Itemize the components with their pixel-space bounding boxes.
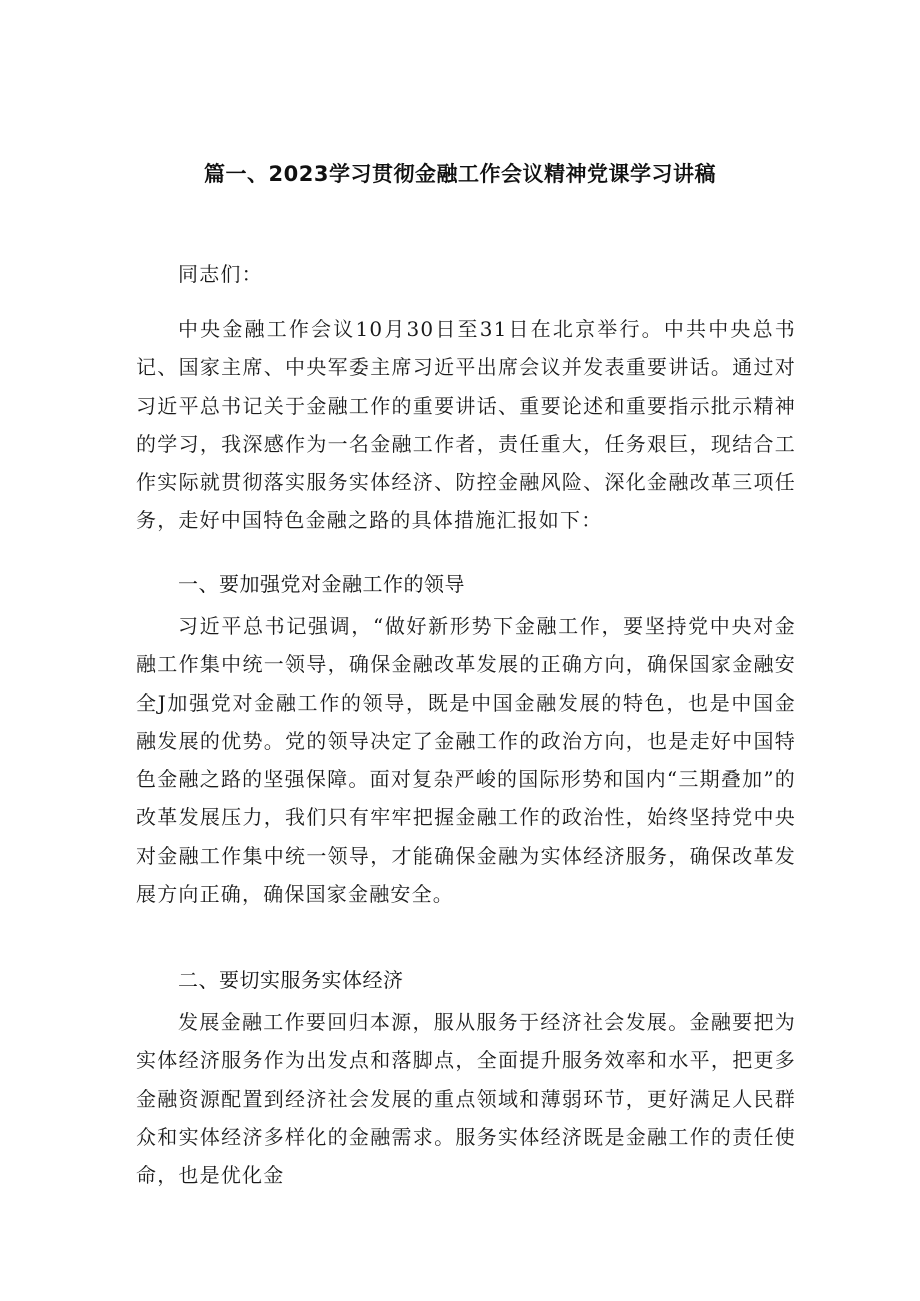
section-2-paragraph: 发展金融工作要回归本源，服从服务于经济社会发展。金融要把为实体经济服务作为出发点和落脚点，全面提升服务效率和水平，把更多金融资源配置到经济社会发展的重点领域和薄弱环节，更好满足人民群众和实体经济多样化的金融需求。服务实体经济既是金融工作的责任使命，也是优化金 <box>136 1010 796 1188</box>
document-title: 篇一、2023学习贯彻金融工作会议精神党课学习讲稿 <box>204 162 716 186</box>
section-1-paragraph: 习近平总书记强调，“做好新形势下金融工作，要坚持党中央对金融工作集中统一领导，确保金融改革发展的正确方向，确保国家金融安全J加强党对金融工作的领导，既是中国金融发展的特色，也是中国金融发展的优势。党的领导决定了金融工作的政治方向，也是走好中国特色金融之路的坚强保障。面对复杂严峻的国际形势和国内“三期叠加”的改革发展压力，我们只有牢牢把握金融工作的政治性，始终坚持党中央对金融工作集中统一领导，才能确保金融为实体经济服务，确保改革发展方向正确，确保国家金融安全。 <box>136 614 796 907</box>
section-heading-1: 一、要加强党对金融工作的领导 <box>178 572 465 596</box>
salutation: 同志们： <box>178 262 263 286</box>
section-heading-2: 二、要切实服务实体经济 <box>178 968 404 992</box>
intro-paragraph: 中央金融工作会议10月30日至31日在北京举行。中共中央总书记、国家主席、中央军委主席习近平出席会议并发表重要讲话。通过对习近平总书记关于金融工作的重要讲话、重要论述和重要指示批示精神的学习，我深感作为一名金融工作者，责任重大，任务艰巨，现结合工作实际就贯彻落实服务实体经济、防控金融风险、深化金融改革三项任务，走好中国特色金融之路的具体措施汇报如下： <box>136 317 796 533</box>
